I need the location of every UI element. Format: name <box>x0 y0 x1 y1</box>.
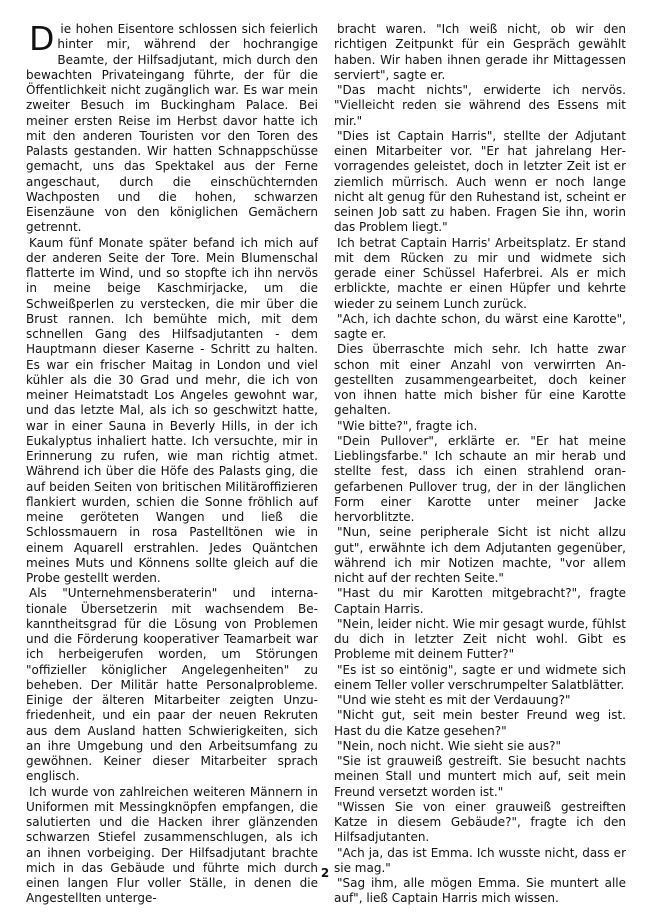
paragraph: "Sie ist grauweiß gestreift. Sie besucht nachts meinen Stall und muntert mich auf, seit mein Freund versetzt worden ist." <box>334 754 626 799</box>
paragraph: "Nun, seine peripherale Sicht ist nicht allzu gut", erwähnte ich dem Adjutanten gegenüber, während ich mir Notizen machte, "vor allem nicht auf der rechten Seite." <box>334 525 626 585</box>
paragraph: "Nein, noch nicht. Wie sieht sie aus?" <box>337 738 561 753</box>
paragraph <box>26 19 318 236</box>
paragraph: "Nein, leider nicht. Wie mir gesagt wurde, fühlst du dich in letzter Zeit nicht wohl. Gibt es Probleme mit deinem Futter?" <box>334 616 626 662</box>
paragraph: "Wie bitte?", fragte ich. <box>337 418 478 433</box>
paragraph: "Ach ja, das ist Emma. Ich wusste nicht, dass er sie mag." <box>334 845 626 875</box>
paragraph: "Nicht gut, seit mein bester Freund weg ist. Hast du die Katze gesehen?" <box>334 708 626 738</box>
paragraph: "Es ist so eintönig", sagte er und widmete sich einem Teller voller verschrumpelter Salatblätter. <box>334 662 626 692</box>
paragraph: Als "Unternehmensberaterin" und internationale Übersetzerin mit wachsendem Bekanntheitsgrad für die Lösung von Problemen und die Förderung kooperativer Teamarbeit war ich herbeigerufen worden, um Störungen "offizieller königlicher Angelegenheiten" zu beheben. Der Militär hatte Personalprobleme. Einige der älteren Mitarbeiter zeigten Unzufriedenheit, und ein paar der neuen Rekruten aus dem Ausland hatten Schwierigkeiten, sich an ihre Umgebung und den Arbeitsumfang zu gewöhnen. Keiner dieser Mitarbeiter sprach englisch. <box>26 586 318 784</box>
paragraph: Kaum fünf Monate später befand ich mich auf der anderen Seite der Tore. Mein Blumenschal flatterte im Wind, und so stopfte ich ihn nervös in meine beige Kaschmirjacke, um die Schweißperlen zu verstecken, die mir über die Brust rannen. Ich bemühte mich, mit dem schnellen Gang des Hilfsadjutanten - dem Hauptmann dieser Kaserne - Schritt zu halten. Es war ein frischer Maitag in London und viel kühler als die 30 Grad und mehr, die ich von meiner Heimatstadt Los Angeles gewohnt war, und das letzte Mal, als ich so geschwitzt hatte, war in einer Sauna in Beverly Hills, in der ich Eukalyptus inhaliert hatte. Ich versuchte, mir in Erinnerung zu rufen, wie man richtig atmet. Während ich über die Höfe des Palasts ging, die auf beiden Seiten von britischen Militäroffizieren flankiert wurden, schien die Sonne fröhlich auf meine geröteten Wangen und ließ die Schlossmauern in rosa Pastelltönen wie in einem Aquarell erstrahlen. Jedes Quäntchen meines Muts und Könnens sollte gleich auf die Probe gestellt werden. <box>26 235 318 585</box>
paragraph: Ich betrat Captain Harris' Arbeitsplatz. Er stand mit dem Rücken zu mir und widmete sich gerade einer Schüssel Haferbrei. Als er mich erblickte, machte er einen Hüpfer und kehrte wieder zu seinem Lunch zurück. <box>334 235 626 311</box>
paragraph: "Das macht nichts", erwiderte ich nervös. "Vielleicht reden sie während des Essens mit mir." <box>334 83 626 128</box>
drop-cap: D <box>29 19 55 58</box>
paragraph: "Ach, ich dachte schon, du wärst eine Karotte", sagte er. <box>334 311 626 341</box>
paragraph-text: ie hohen Eisentore schlossen sich feierlich hinter mir, während der hochrangige Beamte, der Hilfsadjutant, mich durch den bewachten Privateingang führte, der für die Öffentlichkeit nicht zugänglich war. Es war mein zweiter Besuch im Buckingham Palace. Bei meiner ersten Reise im Herbst davor hatte ich mit den anderen Touristen vor den Toren des Palasts gestanden. Wir hatten Schnappschüsse gemacht, uns das Spektakel aus der Ferne angeschaut, durch die einschüchternden Wachposten und die hohen, schwarzen Eisenzäune von den königlichen Gemächern getrennt. <box>26 22 318 235</box>
paragraph: "Hast du mir Karotten mitgebracht?", fragte Captain Harris. <box>334 586 626 616</box>
paragraph: "Und wie steht es mit der Verdauung?" <box>337 693 571 707</box>
paragraph: bracht waren. "Ich weiß nicht, ob wir den richtigen Zeitpunkt für ein Gespräch gewählt haben. Wir haben ihnen gerade ihr Mittagessen serviert", sagte er. <box>334 22 626 82</box>
left-text-column <box>26 19 318 907</box>
paragraph: "Dein Pullover", erklärte er. "Er hat meine Lieblingsfarbe." Ich schaute an mir herab und stellte fest, dass ich einen strahlend orangefarbenen Pullover trug, der in der länglichen Form einer Karotte unter meiner Jacke hervorblitzte. <box>334 433 626 524</box>
paragraph: Dies überraschte mich sehr. Ich hatte zwar schon mit einer Anzahl von verwirrten Angestellten zusammengearbeitet, doch keiner von ihnen hatte mich bisher für eine Karotte gehalten. <box>334 342 626 418</box>
right-text-column <box>334 22 626 907</box>
paragraph: "Dies ist Captain Harris", stellte der Adjutant einen Mitarbeiter vor. "Er hat jahrelang Hervorragendes geleistet, doch in letzter Zeit ist er ziemlich mürrisch. Auch wenn er noch lange nicht alt genug für den Ruhestand ist, scheint er seinen Job satt zu haben. Fragen Sie ihn, worin das Problem liegt." <box>334 128 626 235</box>
paragraph: "Sag ihm, alle mögen Emma. Sie muntert alle auf", ließ Captain Harris mich wissen. <box>334 876 626 906</box>
page-number: 2 <box>320 866 330 880</box>
paragraph: "Wissen Sie von einer grauweiß gestreiften Katze in diesem Gebäude?", fragte ich den Hilfsadjutanten. <box>334 799 626 845</box>
paragraph: Ich wurde von zahlreichen weiteren Männern in Uniformen mit Messingknöpfen empfangen, die salutierten und die Hacken ihrer glänzenden schwarzen Stiefel zusammenschlugen, als ich an ihnen vorbeiging. Der Hilfsadjutant brachte mich in das Gebäude und führte mich durch einen langen Flur voller Ställe, in denen die Angestellten unterge- <box>26 784 318 906</box>
